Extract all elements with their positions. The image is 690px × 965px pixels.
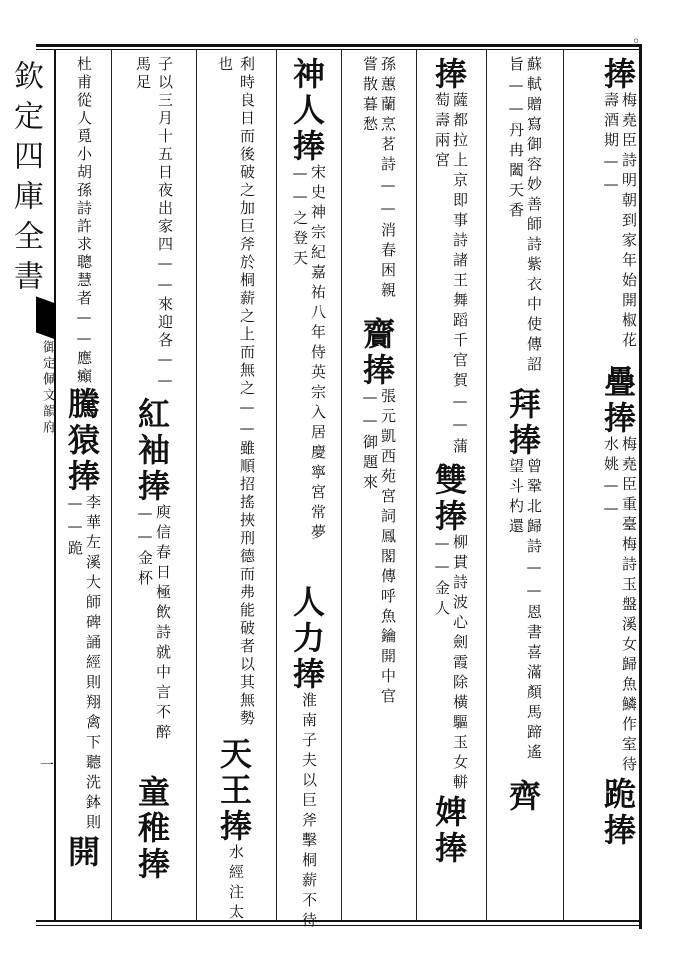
citation: 薩都拉上京即事詩諸王舞蹈千官賀——蒲萄壽兩宮: [433, 92, 469, 458]
citation: 柳貫詩波心劍霞除橫驅玉女軿——金人: [433, 534, 469, 794]
headword: 拜 捧: [508, 385, 541, 459]
column-rule: [111, 50, 112, 920]
top-border-inner: [36, 49, 642, 50]
headword: 齊: [508, 777, 541, 815]
headword: 疊 捧: [603, 363, 636, 437]
right-border: [639, 44, 642, 929]
text-column-7: [113, 56, 195, 918]
citation: 利時良日而後破之加巨斧於桐薪之上而無之——雖順招搖挾刑德而弗能破者以其無勢也: [216, 56, 256, 728]
text-column-1: [566, 56, 638, 918]
top-border: [36, 44, 642, 47]
text-column-8: [58, 56, 110, 918]
headword: 婢 捧: [434, 793, 467, 867]
citation: 梅堯臣重臺梅詩玉盤溪女歸魚鱗作室待水姚——: [602, 436, 638, 776]
page-number: 一: [40, 758, 54, 774]
text-column-6: [198, 56, 274, 924]
citation: 庾信春日極飲詩就中言不醉——金杯: [136, 504, 172, 744]
column-rule: [196, 50, 197, 920]
headword: 雙 捧: [434, 461, 467, 535]
headword: 紅 袖 捧: [137, 395, 170, 505]
headword: 捧: [434, 55, 467, 93]
text-column-2: [488, 56, 562, 918]
citation: 曾鞏北歸詩——恩書喜滿顏馬蹄遙望斗杓還: [507, 458, 543, 764]
citation: 張元凱西苑宮詞鳳閣傳呼魚鑰開中官——御題來: [361, 388, 397, 708]
column-rule: [341, 50, 342, 920]
column-rule: [276, 50, 277, 920]
headword: 神 人 捧: [292, 55, 325, 165]
citation: 梅堯臣詩明朝到家年始開椒花壽酒期——: [602, 92, 638, 352]
headword: 開: [67, 833, 100, 871]
column-rule: [563, 50, 564, 920]
corner-mark: ◦: [632, 34, 641, 50]
headword: 童 稚 捧: [137, 773, 170, 883]
citation: 蘇軾贈寫御容妙善師詩紫衣中使傳詔旨——丹冉闔天香: [507, 56, 543, 376]
headword: 捧: [603, 55, 636, 93]
citation: 杜甫從人覓小胡孫詩許求聰慧者——應癲: [75, 56, 93, 386]
spine-rule: [54, 50, 56, 920]
column-rule: [486, 50, 487, 920]
citation: 淮南子夫以巨斧擊桐薪不待: [300, 692, 318, 932]
text-column-3: [418, 56, 484, 918]
headword: 跪 捧: [603, 775, 636, 849]
margin-label: 御定佩文韻府: [40, 340, 55, 436]
headword: 齎 捧: [362, 315, 395, 389]
headword: 人 力 捧: [292, 583, 325, 693]
text-column-5: [278, 55, 340, 932]
text-column-4: [343, 56, 415, 918]
citation: 孫蕙蘭烹茗詩——消春困親嘗散暮愁: [361, 56, 397, 302]
citation: 李華左溪大師碑誦經則翔禽下聽洗鉢則——跪: [66, 494, 102, 834]
book-title: 欽定四庫全書: [8, 60, 43, 300]
headword: 騰 猿 捧: [67, 385, 100, 495]
fish-tail-mark: [36, 296, 56, 339]
citation: 宋史神宗紀嘉祐八年侍英宗入居慶寧宮常夢——之登天: [291, 164, 327, 544]
citation: 水經注太: [227, 844, 245, 924]
headword: 天 王 捧: [219, 735, 252, 845]
column-rule: [416, 50, 417, 920]
citation: 子以三月十五日夜出家四——來迎各——馬足: [134, 56, 174, 392]
